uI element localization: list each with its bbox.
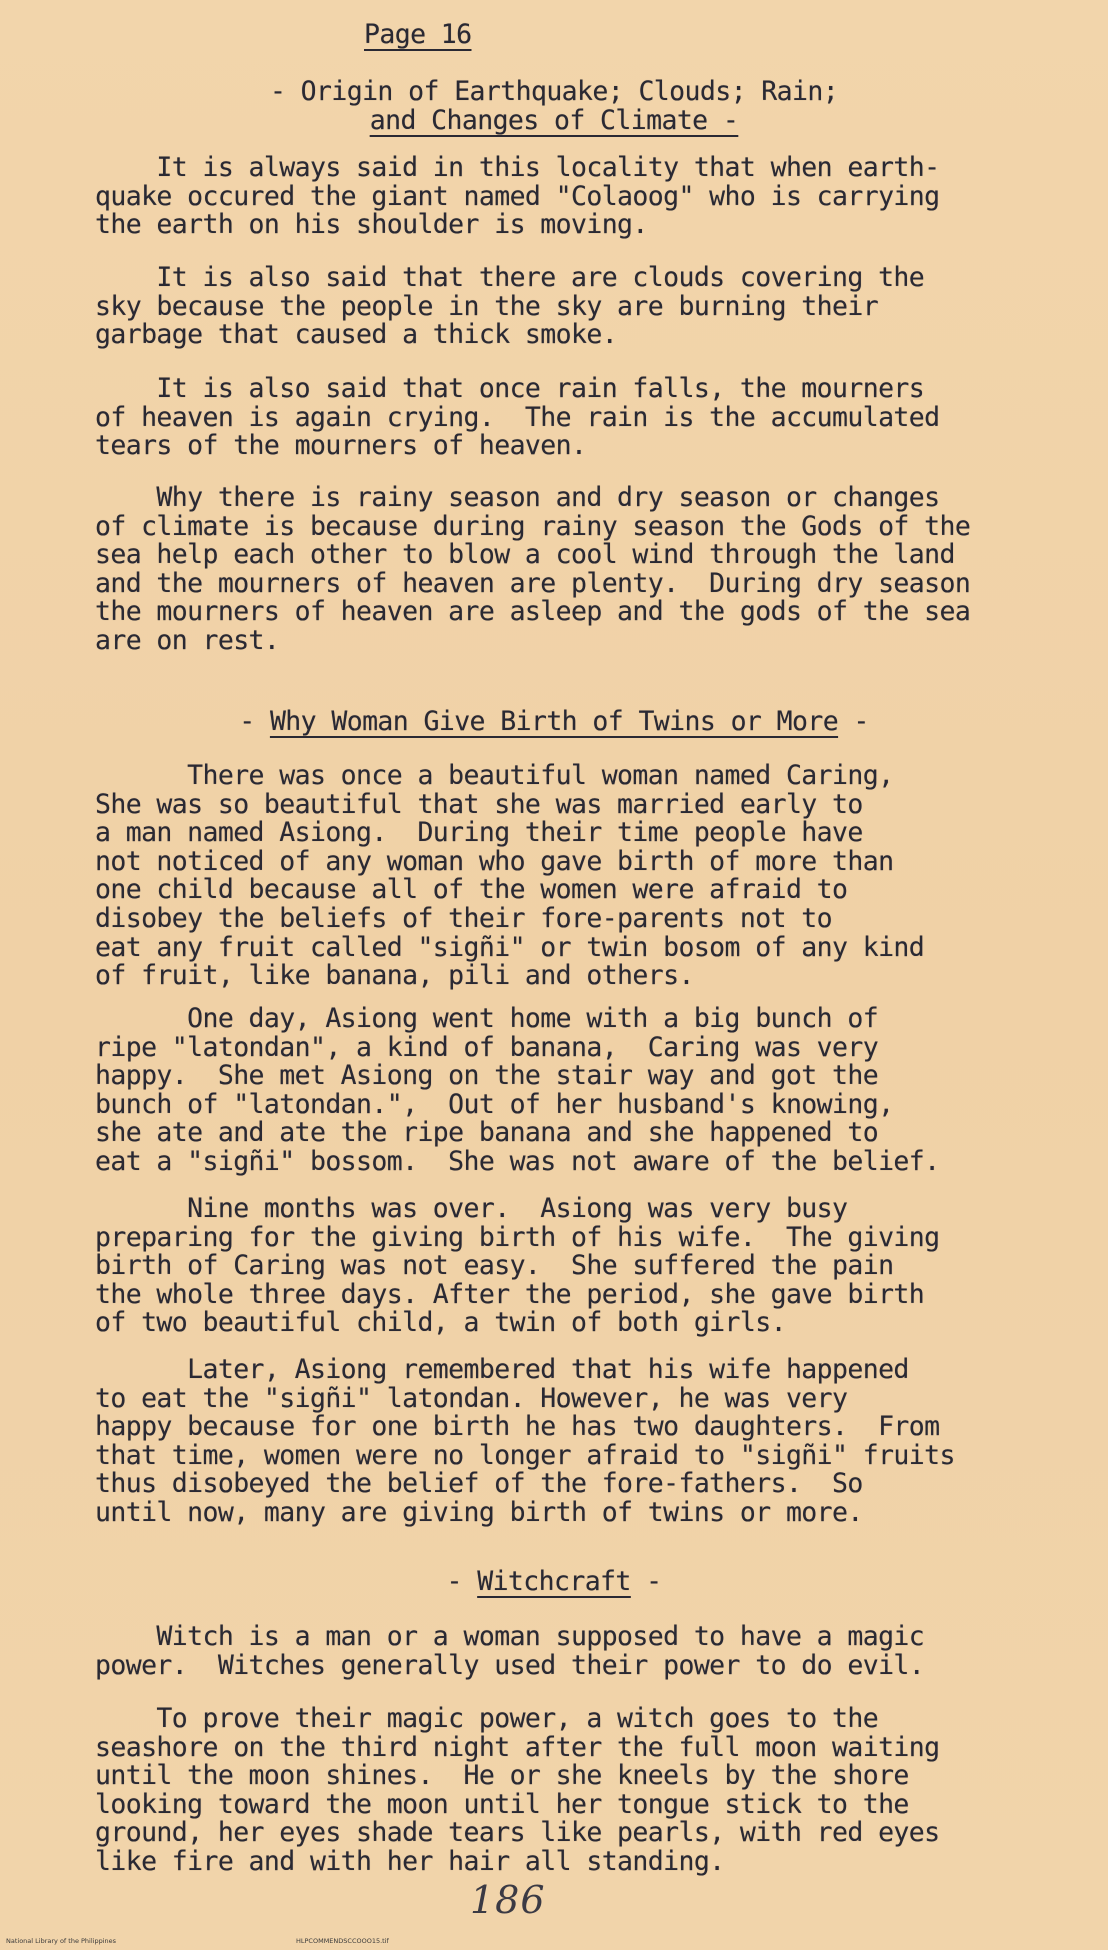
text-line: happy. She met Asiong on the stair way and got the — [95, 1060, 879, 1092]
paragraph — [95, 264, 1035, 350]
section-heading-origin — [0, 78, 1108, 135]
footer-file-name: HLPCOMMENDSCCOOO15.tif — [296, 1937, 389, 1945]
paragraph — [95, 1195, 1035, 1338]
text-line: It is also said that once rain falls, the mourners — [95, 373, 925, 404]
text-line: bunch of "latondan.", Out of her husband's knowing, — [95, 1088, 894, 1120]
text-line: garbage that caused a thick smoke. — [95, 319, 618, 351]
heading-line: and Changes of Climate - — [369, 104, 739, 136]
text-line: Why there is rainy season and dry season or changes — [95, 482, 940, 513]
text-line: disobey the beliefs of their fore-parents not to — [95, 902, 833, 934]
text-line: sea help each other to blow a cool wind through the land — [95, 539, 955, 571]
paragraph — [95, 1356, 1035, 1528]
text-line: of two beautiful child, a twin of both girls. — [95, 1307, 786, 1339]
section-heading-twins — [0, 708, 1108, 737]
heading-dash: - — [838, 706, 869, 737]
text-line: To prove their magic power, a witch goes to the — [95, 1703, 879, 1734]
text-line: a man named Asiong. During their time people have — [95, 817, 863, 849]
paragraph — [95, 154, 1035, 240]
text-line: she ate and ate the ripe banana and she happened to — [95, 1117, 879, 1149]
paragraph — [95, 484, 1035, 656]
handwritten-page-number: 186 — [470, 1878, 546, 1922]
text-line: It is also said that there are clouds covering the — [95, 262, 925, 293]
text-line: Later, Asiong remembered that his wife happened — [95, 1354, 909, 1385]
text-line: not noticed of any woman who gave birth of more than — [95, 845, 894, 877]
section-heading-witchcraft — [0, 1568, 1108, 1597]
paragraph — [95, 375, 1035, 461]
text-line: Nine months was over. Asiong was very busy — [95, 1193, 848, 1224]
heading-title: Why Woman Give Birth of Twins or More — [269, 706, 839, 737]
text-line: until now, many are giving birth of twins or more. — [95, 1496, 863, 1528]
paragraph — [95, 762, 1035, 991]
text-line: sky because the people in the sky are burning their — [95, 290, 879, 322]
text-line: eat a "sigñi" bossom. She was not aware of the belief. — [95, 1145, 940, 1177]
text-line: Witch is a man or a woman supposed to have a magic — [95, 1621, 925, 1652]
paragraph — [95, 1705, 1035, 1877]
text-line: of heaven is again crying. The rain is the accumulated — [95, 401, 940, 433]
text-line: thus disobeyed the belief of the fore-fathers. So — [95, 1468, 863, 1500]
paragraph — [95, 1623, 1035, 1680]
text-line: like fire and with her hair all standing. — [95, 1845, 725, 1877]
text-line: preparing for the giving birth of his wife. The giving — [95, 1221, 940, 1253]
text-line: tears of the mourners of heaven. — [95, 430, 587, 462]
heading-dash: - — [630, 1566, 662, 1597]
heading-dash: - — [446, 1566, 478, 1597]
text-line: to eat the "sigñi" latondan. However, he was very — [95, 1382, 848, 1414]
text-line: She was so beautiful that she was married early to — [95, 788, 863, 820]
text-line: happy because for one birth he has two daughters. From — [95, 1411, 940, 1443]
text-line: There was once a beautiful woman named Caring, — [95, 760, 894, 791]
text-line: quake occured the giant named "Colaoog" who is carrying — [95, 180, 940, 212]
text-line: power. Witches generally used their power to do evil. — [95, 1649, 925, 1681]
text-line: of climate is because during rainy season the Gods of the — [95, 510, 971, 542]
heading-title: Witchcraft — [477, 1566, 631, 1597]
text-line: that time, women were no longer afraid to "sigñi" fruits — [95, 1439, 955, 1471]
heading-dash: - — [239, 706, 270, 737]
text-line: one child because all of the women were afraid to — [95, 874, 848, 906]
text-line: eat any fruit called "sigñi" or twin bosom of any kind — [95, 931, 925, 963]
page-title: Page 16 — [364, 19, 472, 50]
text-line: It is always said in this locality that when earth- — [95, 152, 940, 183]
text-line: One day, Asiong went home with a big bunch of — [95, 1003, 879, 1034]
text-line: the earth on his shoulder is moving. — [95, 209, 648, 241]
text-line: ripe "latondan", a kind of banana, Caring was very — [95, 1031, 879, 1063]
text-line: of fruit, like banana, pili and others. — [95, 960, 694, 992]
text-line: seashore on the third night after the full moon waiting — [95, 1731, 940, 1763]
text-line: and the mourners of heaven are plenty. During dry season — [95, 567, 971, 599]
text-line: until the moon shines. He or she kneels by the shore — [95, 1760, 909, 1792]
text-line: are on rest. — [95, 624, 280, 656]
paragraph — [95, 1005, 1035, 1177]
text-line: ground, her eyes shade tears like pearls, with red eyes — [95, 1817, 940, 1849]
heading-line: - Origin of Earthquake; Clouds; Rain; — [269, 76, 839, 107]
text-line: looking toward the moon until her tongue stick to the — [95, 1788, 909, 1820]
text-line: the whole three days. After the period, she gave birth — [95, 1278, 925, 1310]
footer-library-credit: National Library of the Philippines — [6, 1937, 117, 1945]
text-line: birth of Caring was not easy. She suffered the pain — [95, 1250, 894, 1282]
text-line: the mourners of heaven are asleep and the gods of the sea — [95, 596, 971, 628]
